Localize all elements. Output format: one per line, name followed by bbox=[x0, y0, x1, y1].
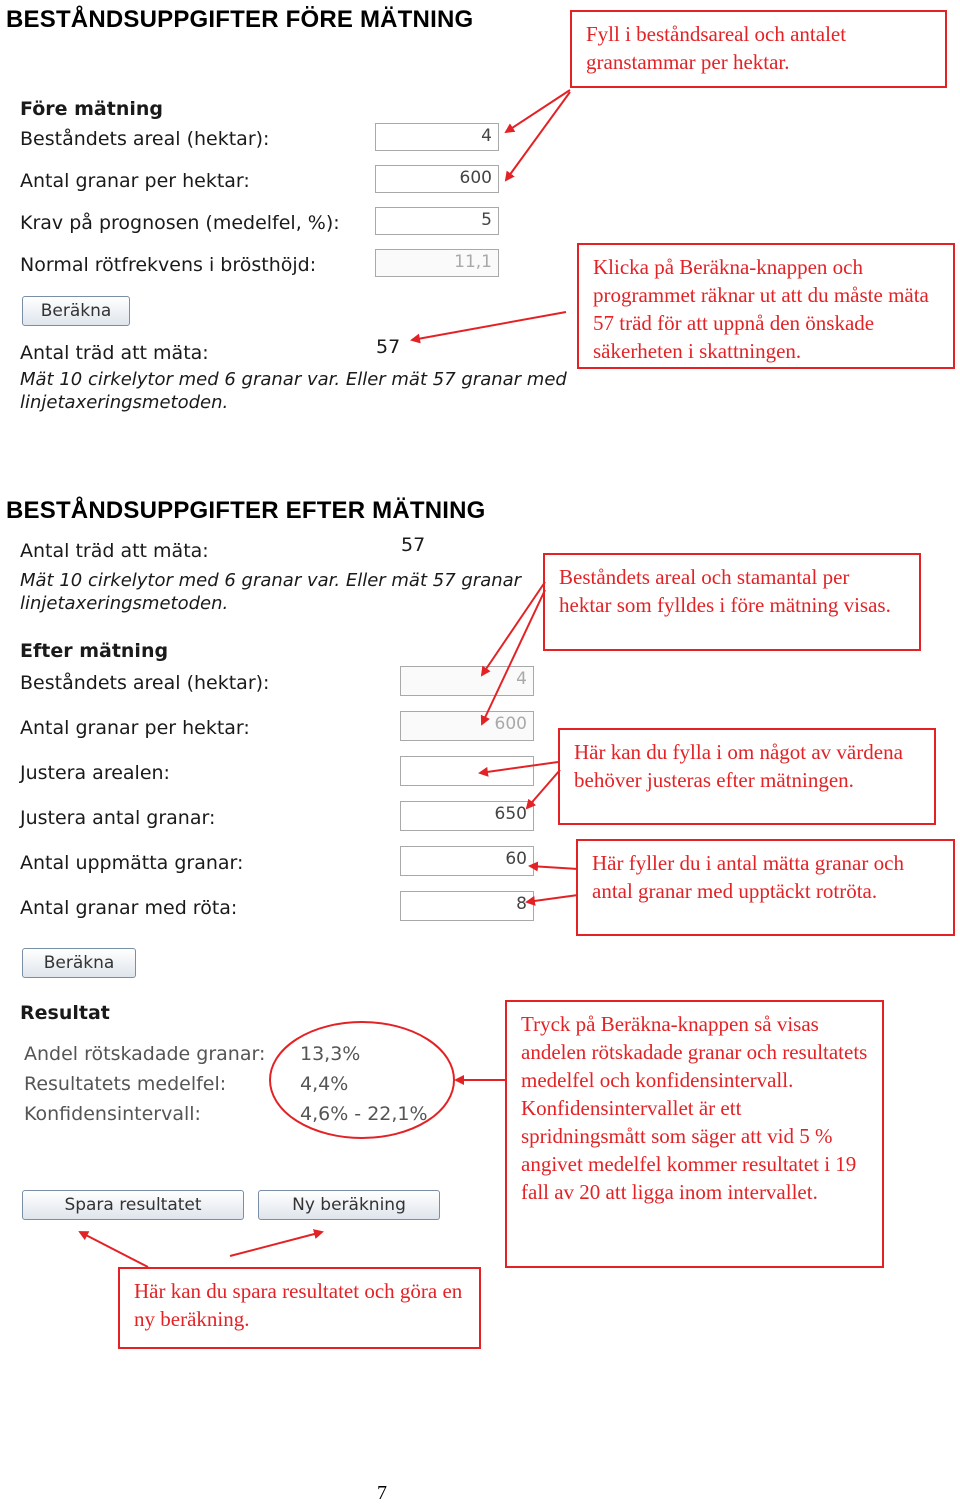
rot-frequency-input: 11,1 bbox=[375, 249, 499, 277]
forecast-requirement-label: Krav på prognosen (medelfel, %): bbox=[20, 212, 340, 234]
section-title-after: BESTÅNDSUPPGIFTER EFTER MÄTNING bbox=[6, 497, 486, 524]
spruce-per-hectare-label-after: Antal granar per hektar: bbox=[20, 717, 250, 739]
adjust-spruce-label: Justera antal granar: bbox=[20, 807, 216, 829]
measure-instruction-after-line1: Mät 10 cirkelytor med 6 granar var. Eller mät 57 granar bbox=[20, 570, 522, 591]
callout-fill-in-text: Fyll i beståndsareal och antalet granstammar per hektar. bbox=[586, 22, 847, 74]
spruce-per-hectare-label: Antal granar per hektar: bbox=[20, 170, 250, 192]
callout-calculate bbox=[577, 243, 955, 369]
adjust-area-label: Justera arealen: bbox=[20, 762, 170, 784]
rot-share-value: 13,3% bbox=[300, 1043, 361, 1065]
trees-to-measure-label-after: Antal träd att mäta: bbox=[20, 540, 209, 562]
rot-frequency-label: Normal rötfrekvens i brösthöjd: bbox=[20, 254, 317, 276]
page-number: 7 bbox=[377, 1482, 387, 1504]
rot-share-label: Andel rötskadade granar: bbox=[24, 1043, 266, 1065]
callout-adjust bbox=[558, 728, 936, 825]
calculate-button-before[interactable]: Beräkna bbox=[22, 296, 130, 326]
section-title-before: BESTÅNDSUPPGIFTER FÖRE MÄTNING bbox=[6, 6, 474, 33]
after-heading: Efter mätning bbox=[20, 640, 169, 662]
adjust-spruce-input[interactable]: 650 bbox=[400, 801, 534, 831]
rotten-spruce-label: Antal granar med röta: bbox=[20, 897, 238, 919]
callout-save-text: Här kan du spara resultatet och göra en ny beräkning. bbox=[134, 1279, 463, 1331]
measure-instruction-line2: linjetaxeringsmetoden. bbox=[20, 392, 229, 413]
calculate-button-after[interactable]: Beräkna bbox=[22, 948, 136, 978]
measure-instruction-line1: Mät 10 cirkelytor med 6 granar var. Eller mät 57 granar med bbox=[20, 369, 567, 390]
trees-to-measure-value: 57 bbox=[376, 336, 401, 358]
callout-counts-text: Här fyller du i antal mätta granar och antal granar med upptäckt rotröta. bbox=[592, 851, 904, 903]
before-measurement-screenshot bbox=[8, 88, 636, 430]
callout-result bbox=[505, 1000, 884, 1268]
trees-to-measure-value-after: 57 bbox=[401, 534, 426, 556]
new-calculation-button[interactable]: Ny beräkning bbox=[258, 1190, 440, 1220]
spruce-per-hectare-field-after: 600 bbox=[400, 711, 534, 741]
measured-spruce-label: Antal uppmätta granar: bbox=[20, 852, 244, 874]
spruce-per-hectare-input[interactable]: 600 bbox=[375, 165, 499, 193]
callout-calculate-text: Klicka på Beräkna-knappen och programmet räknar ut att du måste mäta 57 träd för att uppnå den önskade säkerheten i skattningen. bbox=[593, 255, 929, 363]
callout-result-text: Tryck på Beräkna-knappen så visas andelen rötskadade granar och resultatets medelfel och konfidensintervall. Konfidensintervallet är ett spridningsmått som säger att vid 5 % angivet medelfel kommer resultatet i 19 fall av 20 att ligga inom intervallet. bbox=[521, 1012, 868, 1204]
area-field-after: 4 bbox=[400, 666, 534, 696]
callout-counts bbox=[576, 839, 955, 936]
measured-spruce-input[interactable]: 60 bbox=[400, 846, 534, 876]
rotten-spruce-input[interactable]: 8 bbox=[400, 891, 534, 921]
area-label: Beståndets areal (hektar): bbox=[20, 128, 270, 150]
before-heading: Före mätning bbox=[20, 98, 164, 120]
area-input[interactable]: 4 bbox=[375, 123, 499, 151]
measure-instruction-after-line2: linjetaxeringsmetoden. bbox=[20, 593, 229, 614]
callout-fill-in bbox=[570, 10, 947, 88]
confidence-interval-value: 4,6% - 22,1% bbox=[300, 1103, 428, 1125]
callout-values-shown-text: Beståndets areal och stamantal per hektar som fylldes i före mätning visas. bbox=[559, 565, 891, 617]
area-label-after: Beståndets areal (hektar): bbox=[20, 672, 270, 694]
standard-error-label: Resultatets medelfel: bbox=[24, 1073, 227, 1095]
standard-error-value: 4,4% bbox=[300, 1073, 349, 1095]
adjust-area-input[interactable] bbox=[400, 756, 534, 786]
callout-save bbox=[118, 1267, 481, 1349]
forecast-requirement-input[interactable]: 5 bbox=[375, 207, 499, 235]
trees-to-measure-label: Antal träd att mäta: bbox=[20, 342, 209, 364]
callout-values-shown bbox=[543, 553, 921, 651]
callout-adjust-text: Här kan du fylla i om något av värdena behöver justeras efter mätningen. bbox=[574, 740, 903, 792]
result-heading: Resultat bbox=[20, 1002, 110, 1024]
save-result-button[interactable]: Spara resultatet bbox=[22, 1190, 244, 1220]
confidence-interval-label: Konfidensintervall: bbox=[24, 1103, 201, 1125]
